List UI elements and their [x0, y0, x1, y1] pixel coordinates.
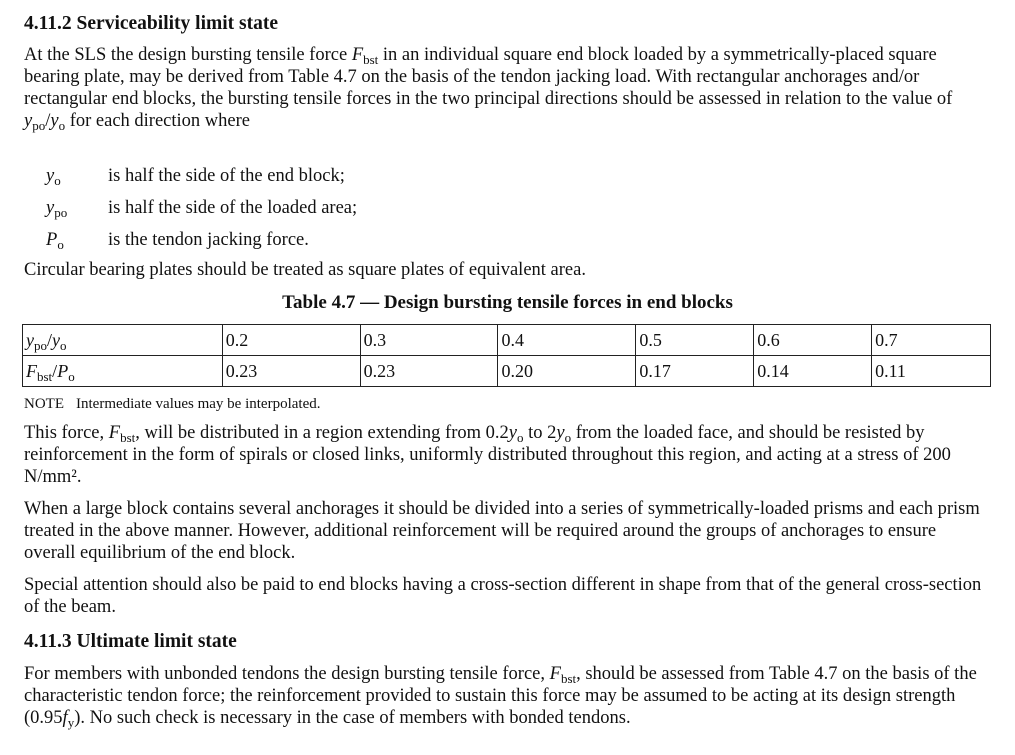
table-cell: 0.5 — [636, 325, 754, 356]
table-row-ratio — [23, 325, 991, 356]
table-note — [24, 395, 320, 413]
table-row-force — [23, 356, 991, 387]
table-caption: Table 4.7 — Design bursting tensile forces in end blocks — [282, 292, 733, 313]
definition-text: is half the side of the loaded area; — [108, 197, 358, 218]
definitions-list — [24, 160, 357, 256]
note-label: NOTE — [24, 396, 64, 412]
table-cell: 0.17 — [636, 356, 754, 387]
table-cell: 0.7 — [872, 325, 991, 356]
table-cell: 0.20 — [498, 356, 636, 387]
table-cell: 0.3 — [360, 325, 498, 356]
table-cell: 0.2 — [222, 325, 360, 356]
definition-ypo — [24, 192, 357, 224]
uls-paragraph: For members with unbonded tendons the design bursting tensile force, $F_{bst}$, should be assessed from Table 4.7 on the basis of the characteristic tendon force; the reinforcement provided to sustain this force may be assumed to be acting at its design strength $(0.95f_y)$. No such check is necessary in the case of members with bonded tendons. — [24, 664, 977, 730]
definition-symbol: $y_o$ — [46, 165, 61, 188]
table-cell: 0.6 — [754, 325, 872, 356]
definition-text: is half the side of the end block; — [108, 165, 345, 186]
definition-symbol: $y_{po}$ — [46, 197, 68, 220]
special-attention-paragraph: Special attention should also be paid to end blocks having a cross-section different in shape from that of the general cross-section of the beam. — [24, 575, 982, 617]
table-cell: 0.4 — [498, 325, 636, 356]
force-distribution-paragraph: This force, $F_{bst}$, will be distributed in a region extending from $0.2y_o$ to $2y_o$ from the loaded face, and should be resisted by reinforcement in the form of spirals or closed links, uniformly distributed throughout this region, and acting at a stress of 200 N/mm². — [24, 423, 951, 487]
table-cell: 0.11 — [872, 356, 991, 387]
sls-intro-paragraph: At the SLS the design bursting tensile force $F_{bst}$ in an individual square end block loaded by a symmetrically-placed square bearing plate, may be derived from Table 4.7 on the basis of the tendon jacking load. With rectangular anchorages and/or rectangular end blocks, the bursting tensile forces in the two principal directions should be assessed in relation to the value of $y_{po}/y_o$ for each direction where — [24, 45, 953, 133]
row-label-fbst-po: $F_{bst}/P_o$ — [23, 356, 223, 387]
definition-text: is the tendon jacking force. — [108, 229, 309, 250]
section-heading-sls: 4.11.2 Serviceability limit state — [24, 13, 278, 34]
table-cell: 0.23 — [360, 356, 498, 387]
note-text: Intermediate values may be interpolated. — [76, 396, 321, 412]
large-block-paragraph: When a large block contains several anchorages it should be divided into a series of symmetrically-loaded prisms and each prism treated in the above manner. However, additional reinforcement will be required around the groups of anchorages to ensure overall equilibrium of the end block. — [24, 499, 980, 563]
row-label-ypo-yo: $y_{po}/y_o$ — [23, 325, 223, 356]
section-heading-uls: 4.11.3 Ultimate limit state — [24, 631, 237, 652]
definition-po — [24, 224, 357, 256]
definition-yo — [24, 160, 357, 192]
table-cell: 0.23 — [222, 356, 360, 387]
bursting-forces-table — [22, 324, 991, 387]
definition-symbol: $P_o$ — [46, 229, 64, 252]
table-cell: 0.14 — [754, 356, 872, 387]
circular-plates-paragraph: Circular bearing plates should be treated as square plates of equivalent area. — [24, 260, 586, 280]
